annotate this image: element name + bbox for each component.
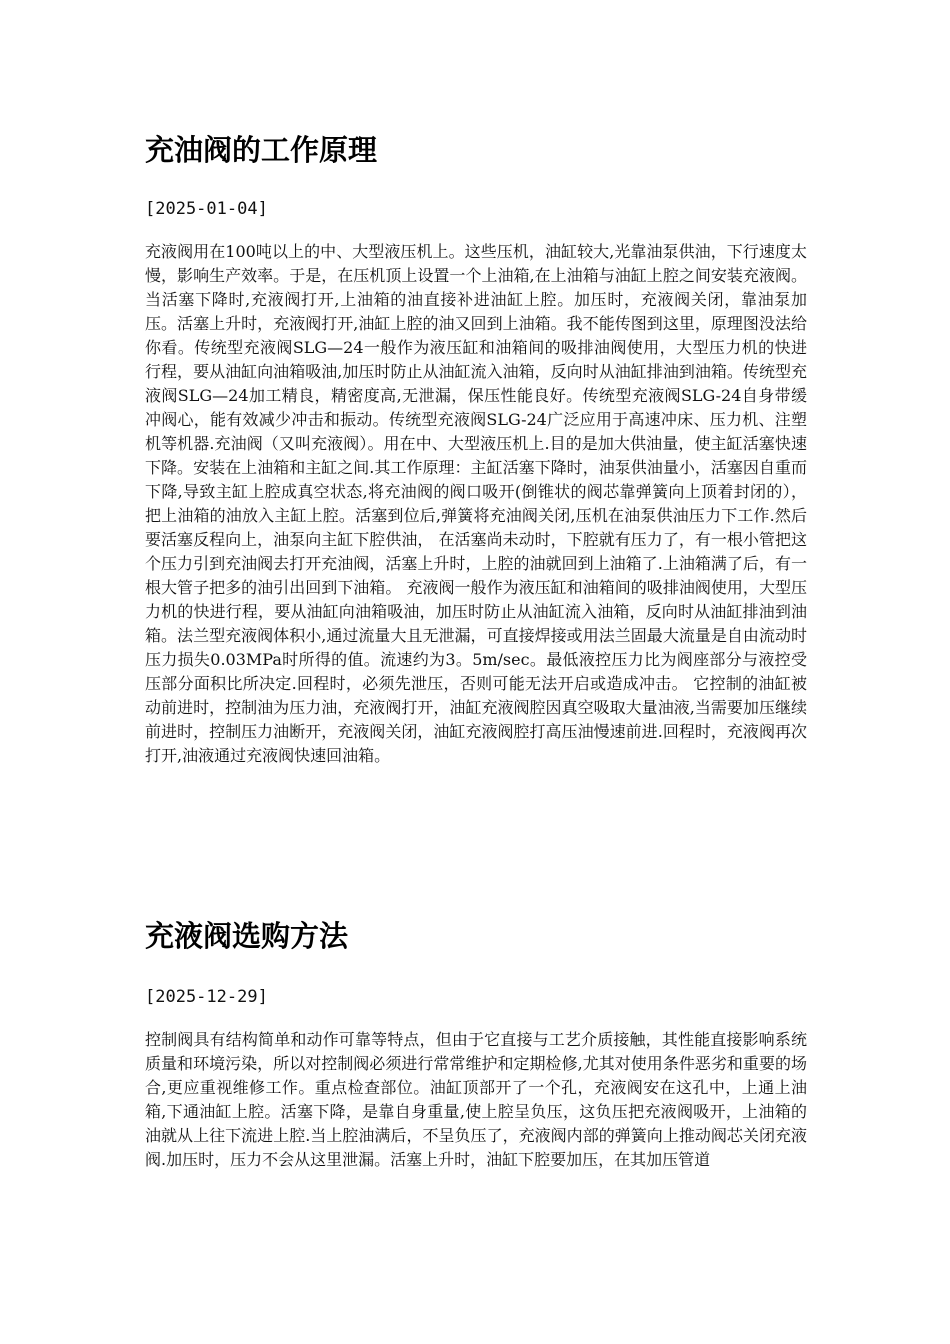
article-title: 充油阀的工作原理 [145,133,378,167]
article-date: [2025-01-04] [145,199,268,219]
article-date: [2025-12-29] [145,987,268,1007]
article-body: 控制阀具有结构简单和动作可靠等特点，但由于它直接与工艺介质接触，其性能直接影响系统质量和环境污染，所以对控制阀必须进行常常维护和定期检修,尤其对使用条件恶劣和重要的场合,更应重视维修工作。重点检查部位。油缸顶部开了一个孔，充液阀安在这孔中，上通上油箱,下通油缸上腔。活塞下降，是靠自身重量,使上腔呈负压，这负压把充液阀吸开，上油箱的油就从上往下流进上腔.当上腔油满后，不呈负压了，充液阀内部的弹簧向上推动阀芯关闭充液阀.加压时，压力不会从这里泄漏。活塞上升时，油缸下腔要加压，在其加压管道 [145,1030,807,1169]
article-title: 充液阀选购方法 [145,919,349,953]
article-body: 充液阀用在100吨以上的中、大型液压机上。这些压机，油缸较大,光靠油泵供油，下行速度太慢，影响生产效率。于是，在压机顶上设置一个上油箱,在上油箱与油缸上腔之间安装充液阀。当活塞下降时,充液阀打开,上油箱的油直接补进油缸上腔。加压时，充液阀关闭，靠油泵加压。活塞上升时，充液阀打开,油缸上腔的油又回到上油箱。我不能传图到这里，原理图没法给你看。传统型充液阀SLG—24一般作为液压缸和油箱间的吸排油阀使用，大型压力机的快进行程，要从油缸向油箱吸油,加压时防止从油缸流入油箱，反向时从油缸排油到油箱。传统型充液阀SLG—24加工精良，精密度高,无泄漏，保压性能良好。传统型充液阀SLG-24自身带缓冲阀心，能有效减少冲击和振动。传统型充液阀SLG-24广泛应用于高速冲床、压力机、注塑机等机器.充油阀（又叫充液阀）。用在中、大型液压机上.目的是加大供油量，使主缸活塞快速下降。安装在上油箱和主缸之间.其工作原理：主缸活塞下降时，油泵供油量小，活塞因自重而下降,导致主缸上腔成真空状态,将充油阀的阀口吸开(倒锥状的阀芯靠弹簧向上顶着封闭的），把上油箱的油放入主缸上腔。活塞到位后,弹簧将充油阀关闭,压机在油泵供油压力下工作.然后要活塞反程向上，油泵向主缸下腔供油， 在活塞尚未动时，下腔就有压力了，有一根小管把这个压力引到充油阀去打开充油阀，活塞上升时，上腔的油就回到上油箱了.上油箱满了后，有一根大管子把多的油引出回到下油箱。 充液阀一般作为液压缸和油箱间的吸排油阀使用，大型压力机的快进行程，要从油缸向油箱吸油，加压时防止从油缸流入油箱，反向时从油缸排油到油箱。法兰型充液阀体积小,通过流量大且无泄漏，可直接焊接或用法兰固最大流量是自由流动时压力损失0.03MPa时所得的值。流速约为3。5m/sec。最低液控压力比为阀座部分与液控受压部分面积比所决定.回程时，必须先泄压，否则可能无法开启或造成冲击。 它控制的油缸被动前进时，控制油为压力油，充液阀打开，油缸充液阀腔因真空吸取大量油液,当需要加压继续前进时，控制压力油断开，充液阀关闭，油缸充液阀腔打高压油慢速前进.回程时，充液阀再次打开,油液通过充液阀快速回油箱。 [145,242,807,765]
